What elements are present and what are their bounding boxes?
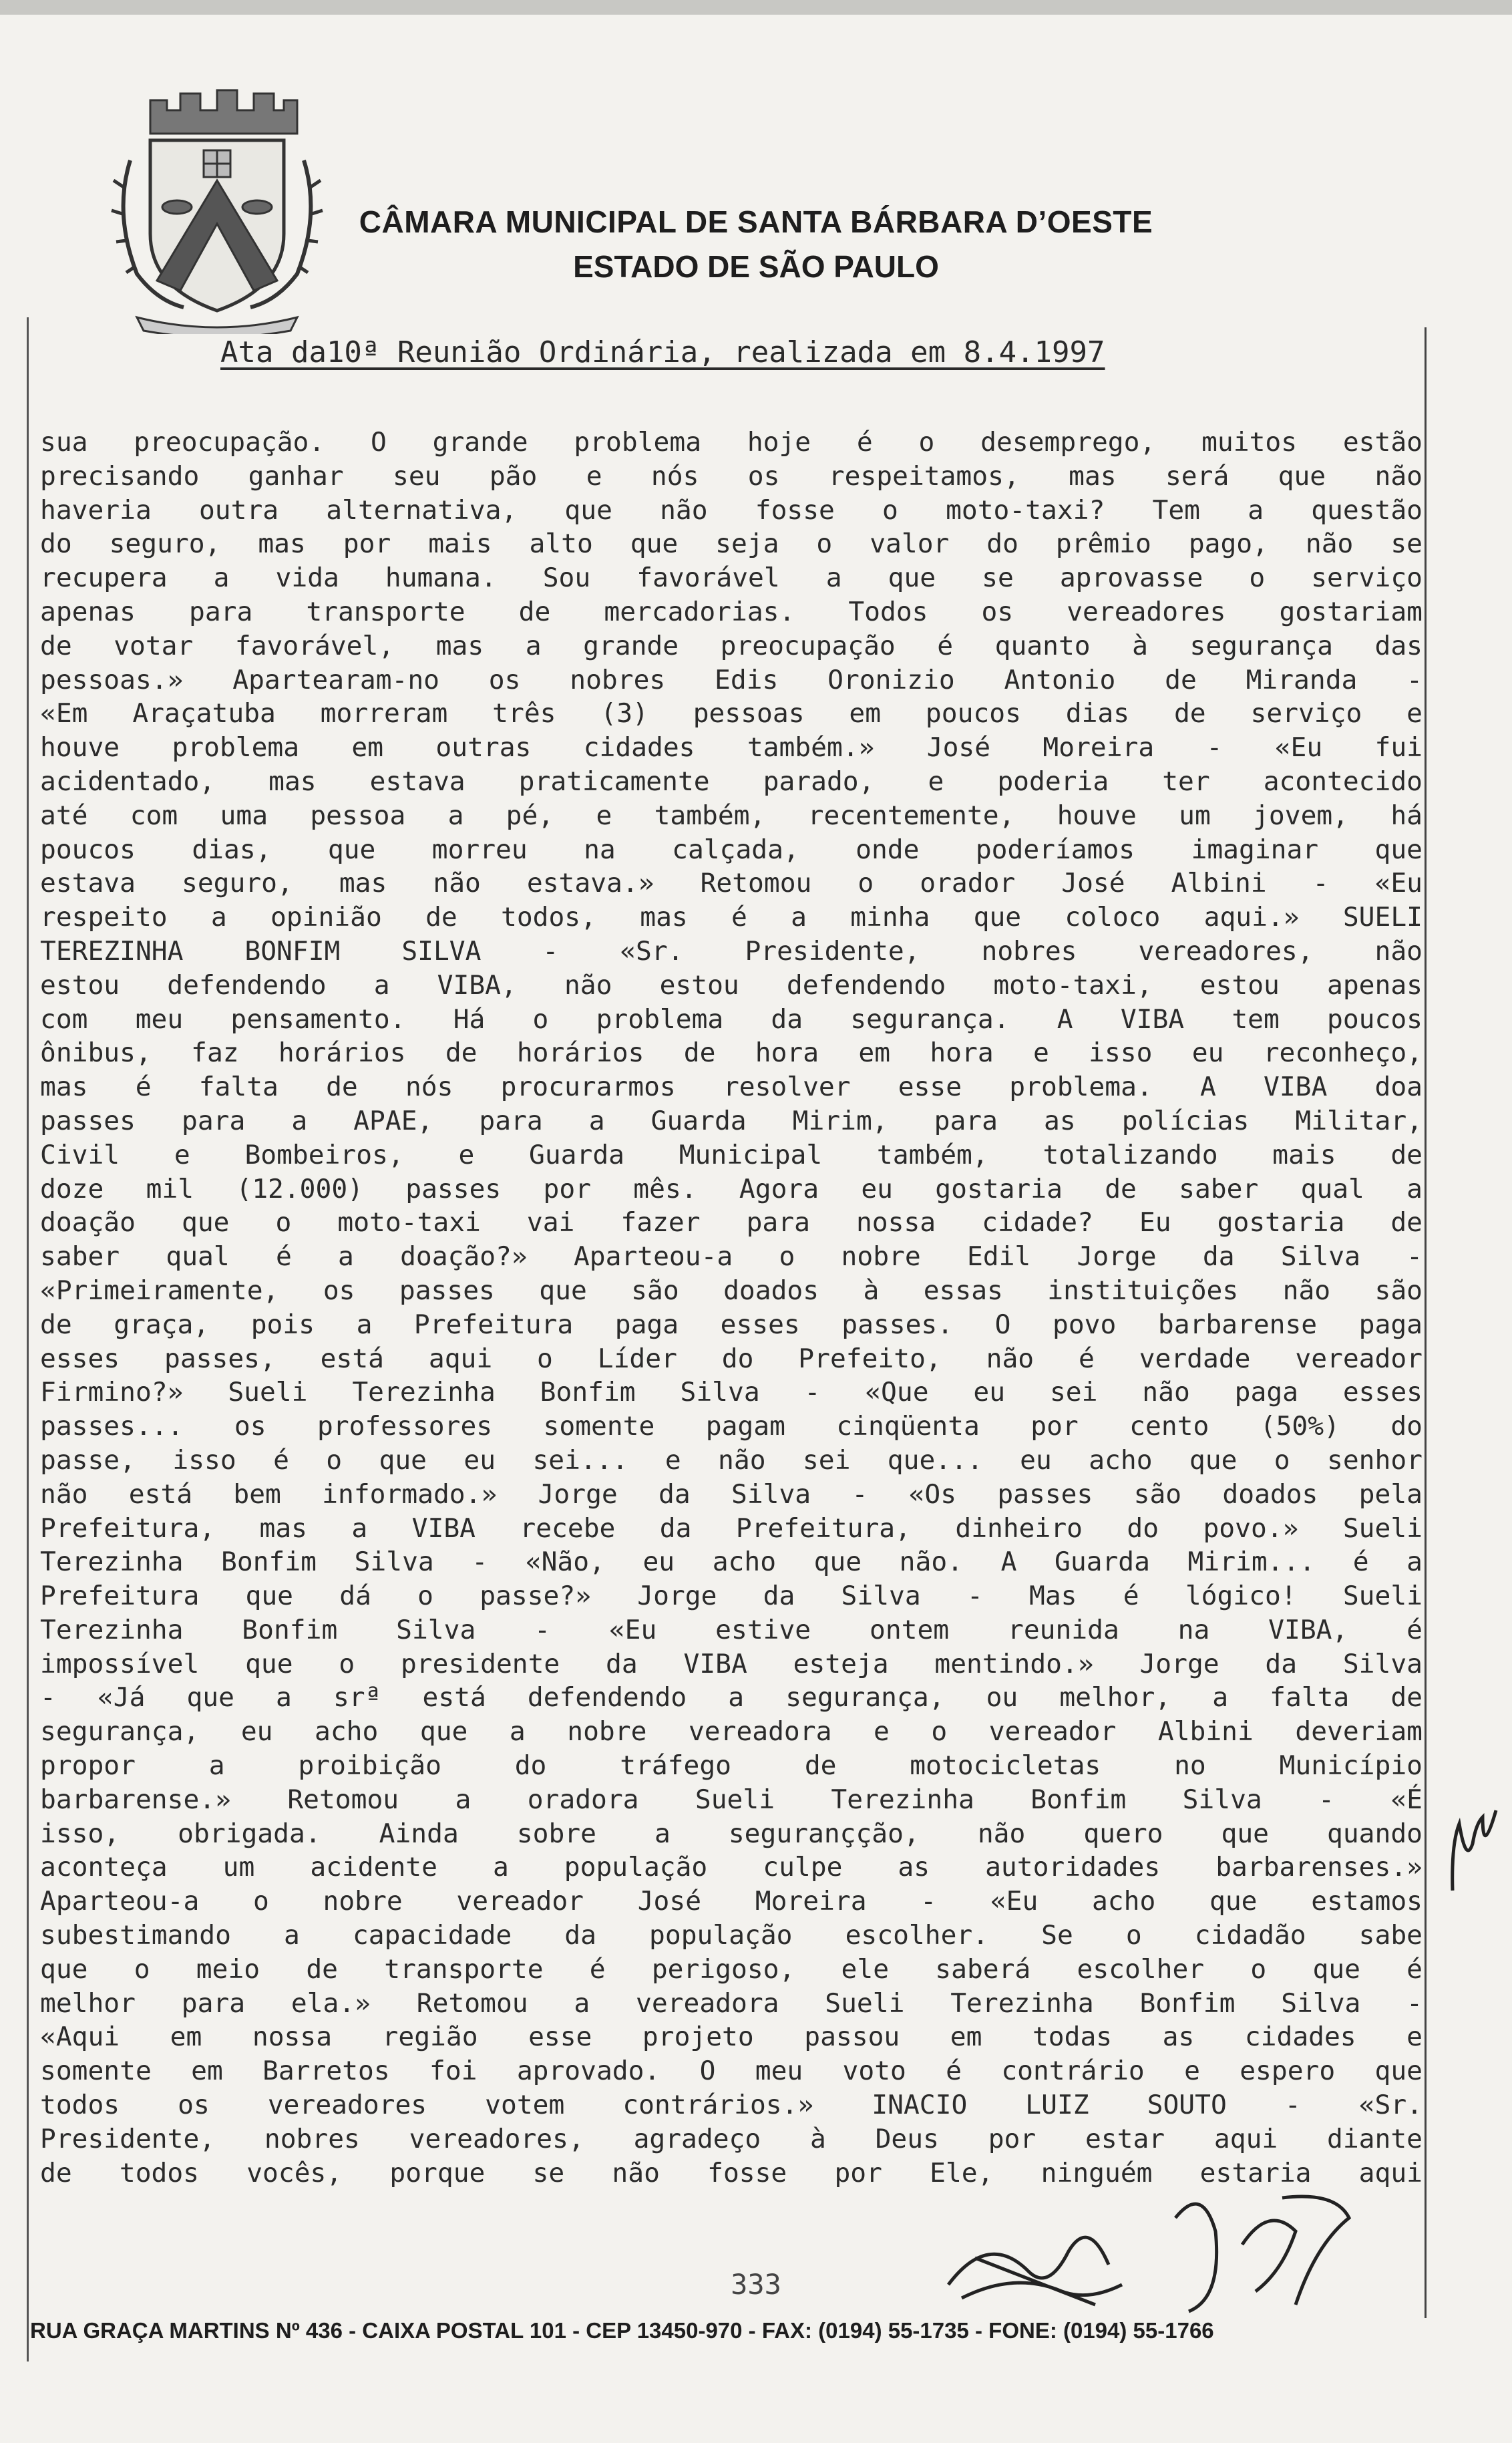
body-line: estava seguro, mas não estava.» Retomou o orador José Albini - «Eu [40, 868, 1423, 899]
body-line: Aparteou-a o nobre vereador José Moreira - «Eu acho que estamos [40, 1886, 1423, 1917]
margin-initials-signature [1446, 1804, 1506, 1897]
signature-1 [935, 2191, 1135, 2325]
body-line: saber qual é a doação?» Aparteou-a o nobre Edil Jorge da Silva - [40, 1241, 1423, 1273]
body-line: isso, obrigada. Ainda sobre a segurançção, não quero que quando [40, 1818, 1423, 1849]
body-line: Terezinha Bonfim Silva - «Eu estive ontem reunida na VIBA, é [40, 1614, 1423, 1645]
body-line: Terezinha Bonfim Silva - «Não, eu acho que não. A Guarda Mirim... é a [40, 1546, 1423, 1578]
right-margin-rule [1425, 327, 1427, 2318]
address-footer: RUA GRAÇA MARTINS Nº 436 - CAIXA POSTAL 101 - CEP 13450-970 - FAX: (0194) 55-1735 - FONE: (0194) 55-1766 [30, 2318, 1214, 2343]
body-line: estou defendendo a VIBA, não estou defendendo moto-taxi, estou apenas [40, 969, 1423, 1001]
body-line: apenas para transporte de mercadorias. Todos os vereadores gostariam [40, 596, 1423, 627]
body-line: pessoas.» Apartearam-no os nobres Edis Oronizio Antonio de Miranda - [40, 664, 1423, 695]
body-line: Presidente, nobres vereadores, agradeço à Deus por estar aqui diante [40, 2123, 1423, 2154]
body-line: Firmino?» Sueli Terezinha Bonfim Silva - «Que eu sei não paga esses [40, 1377, 1423, 1408]
body-line: que o meio de transporte é perigoso, ele saberá escolher o que é [40, 1953, 1423, 1985]
body-line: de graça, pois a Prefeitura paga esses passes. O povo barbarense paga [40, 1309, 1423, 1340]
institution-name: CÂMARA MUNICIPAL DE SANTA BÁRBARA D’OESTE [359, 204, 1153, 239]
body-line: impossível que o presidente da VIBA esteja mentindo.» Jorge da Silva [40, 1648, 1423, 1679]
body-line: Prefeitura que dá o passe?» Jorge da Silva - Mas é lógico! Sueli [40, 1581, 1423, 1612]
body-line: - «Já que a srª está defendendo a segurança, ou melhor, a falta de [40, 1682, 1423, 1714]
body-line: Civil e Bombeiros, e Guarda Municipal também, totalizando mais de [40, 1139, 1423, 1170]
body-line: TEREZINHA BONFIM SILVA - «Sr. Presidente, nobres vereadores, não [40, 935, 1423, 967]
body-line: passes para a APAE, para a Guarda Mirim, para as polícias Militar, [40, 1105, 1423, 1136]
body-line: «Em Araçatuba morreram três (3) pessoas em poucos dias de serviço e [40, 698, 1423, 729]
body-line: doação que o moto-taxi vai fazer para nossa cidade? Eu gostaria de [40, 1207, 1423, 1239]
state-name: ESTADO DE SÃO PAULO [573, 249, 939, 284]
body-line: melhor para ela.» Retomou a vereadora Sueli Terezinha Bonfim Silva - [40, 1987, 1423, 2019]
body-line: passes... os professores somente pagam cinqüenta por cento (50%) do [40, 1411, 1423, 1442]
body-line: não está bem informado.» Jorge da Silva - «Os passes são doados pela [40, 1478, 1423, 1510]
body-line: mas é falta de nós procurarmos resolver esse problema. A VIBA doa [40, 1072, 1423, 1103]
body-line: sua preocupação. O grande problema hoje é o desemprego, muitos estão [40, 427, 1423, 458]
body-line: subestimando a capacidade da população escolher. Se o cidadão sabe [40, 1920, 1423, 1951]
body-line: até com uma pessoa a pé, e também, recentemente, houve um jovem, há [40, 800, 1423, 831]
body-line: segurança, eu acho que a nobre vereadora e o vereador Albini deveriam [40, 1716, 1423, 1748]
minutes-body [40, 426, 1423, 2190]
body-line: acidentado, mas estava praticamente parado, e poderia ter acontecido [40, 766, 1423, 797]
body-line: houve problema em outras cidades também.» José Moreira - «Eu fui [40, 732, 1423, 764]
body-line: passe, isso é o que eu sei... e não sei que... eu acho que o senhor [40, 1444, 1423, 1476]
body-line: propor a proibição do tráfego de motocicletas no Município [40, 1750, 1423, 1782]
body-line: de todos vocês, porque se não fosse por Ele, ninguém estaria aqui [40, 2157, 1423, 2188]
body-line: com meu pensamento. Há o problema da segurança. A VIBA tem poucos [40, 1003, 1423, 1035]
body-line: todos os vereadores votem contrários.» INACIO LUIZ SOUTO - «Sr. [40, 2090, 1423, 2121]
body-line: poucos dias, que morreu na calçada, onde poderíamos imaginar que [40, 834, 1423, 865]
body-line: aconteça um acidente a população culpe as autoridades barbarenses.» [40, 1852, 1423, 1883]
left-margin-rule [27, 317, 29, 2361]
body-line: Prefeitura, mas a VIBA recebe da Prefeitura, dinheiro do povo.» Sueli [40, 1512, 1423, 1544]
signature-2 [1162, 2178, 1362, 2331]
body-line: barbarense.» Retomou a oradora Sueli Terezinha Bonfim Silva - «É [40, 1784, 1423, 1815]
body-line: respeito a opinião de todos, mas é a minha que coloco aqui.» SUELI [40, 902, 1423, 933]
body-line: precisando ganhar seu pão e nós os respeitamos, mas será que não [40, 460, 1423, 492]
body-line: do seguro, mas por mais alto que seja o valor do prêmio pago, não se [40, 528, 1423, 560]
body-line: «Primeiramente, os passes que são doados à essas instituições não são [40, 1275, 1423, 1306]
body-line: ônibus, faz horários de horários de hora em hora e isso eu reconheço, [40, 1037, 1423, 1069]
body-line: «Aqui em nossa região esse projeto passou em todas as cidades e [40, 2021, 1423, 2053]
body-line: esses passes, está aqui o Líder do Prefeito, não é verdade vereador [40, 1343, 1423, 1374]
body-line: recupera a vida humana. Sou favorável a que se aprovasse o serviço [40, 562, 1423, 594]
body-line: somente em Barretos foi aprovado. O meu voto é contrário e espero que [40, 2056, 1423, 2087]
page-number: 333 [731, 2268, 781, 2301]
minutes-title: Ata da10ª Reunião Ordinária, realizada em 8.4.1997 [220, 335, 1105, 369]
scan-top-edge [0, 0, 1512, 15]
body-line: doze mil (12.000) passes por mês. Agora eu gostaria de saber qual a [40, 1173, 1423, 1204]
body-line: haveria outra alternativa, que não fosse o moto-taxi? Tem a questão [40, 494, 1423, 526]
body-line: de votar favorável, mas a grande preocupação é quanto à segurança das [40, 630, 1423, 661]
